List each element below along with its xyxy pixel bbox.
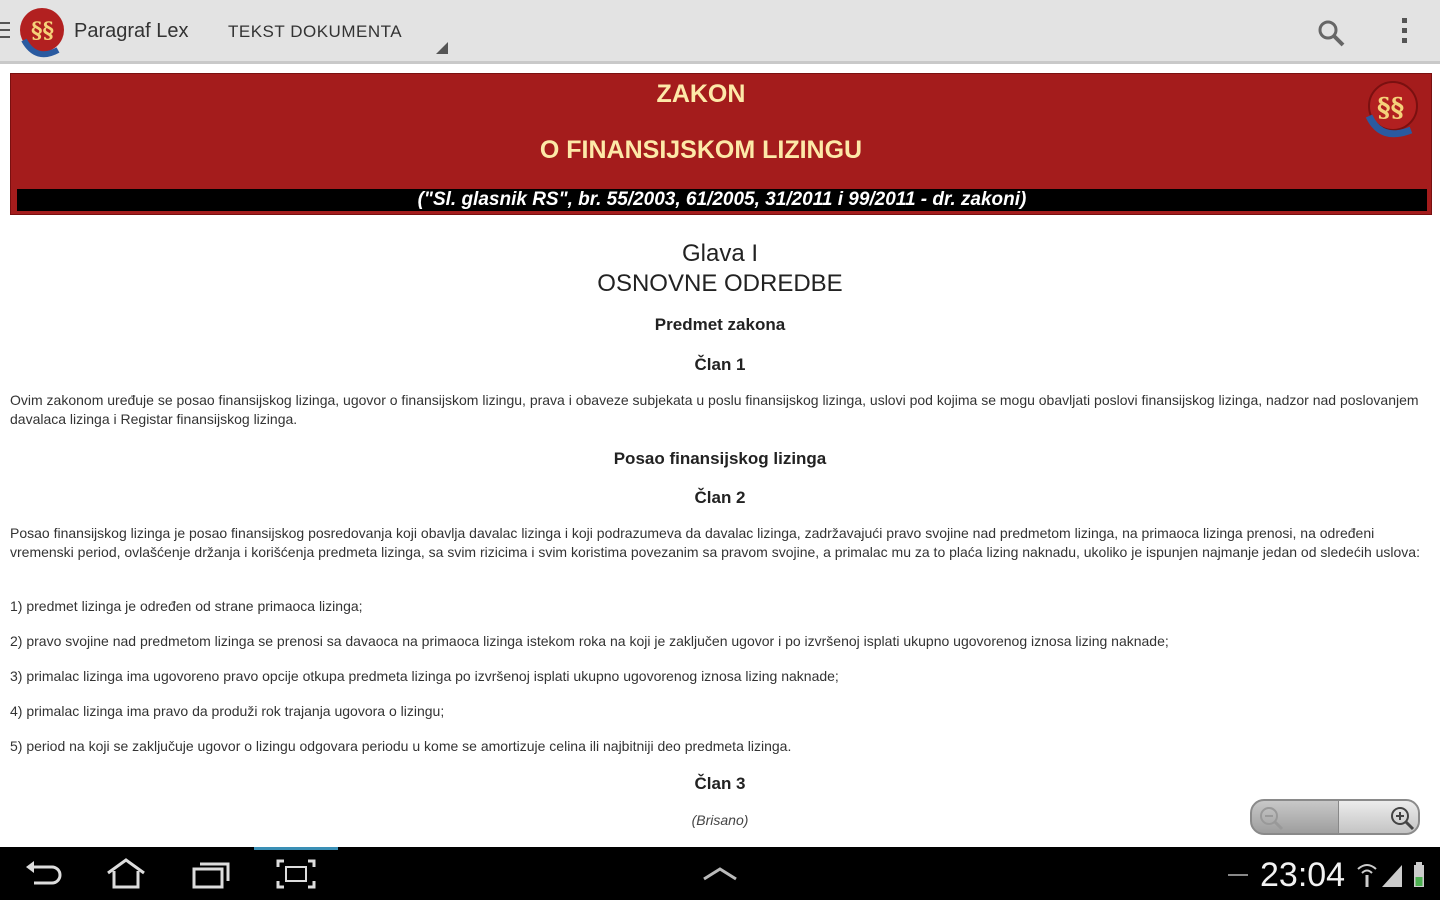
- svg-text:§§: §§: [1377, 93, 1405, 123]
- section-heading: Posao finansijskog lizinga: [613, 449, 827, 468]
- chapter-title: OSNOVNE ODREDBE: [597, 270, 843, 297]
- app-logo-icon[interactable]: [14, 4, 70, 60]
- screenshot-icon[interactable]: [274, 857, 318, 891]
- recent-apps-icon[interactable]: [188, 857, 232, 891]
- chapter-number: Glava I: [681, 240, 759, 267]
- app-title: Paragraf Lex: [74, 20, 189, 42]
- zoom-in-button[interactable]: [1338, 801, 1419, 833]
- zoom-in-icon: [1389, 805, 1415, 831]
- gazette-reference: ("Sl. glasnik RS", br. 55/2003, 61/2005, 31/2011 i 99/2011 - dr. zakoni): [17, 189, 1427, 211]
- article-heading: Član 3: [694, 774, 746, 793]
- battery-icon: [1414, 862, 1424, 887]
- law-banner: [10, 73, 1432, 215]
- menu-icon[interactable]: [0, 22, 12, 40]
- clock[interactable]: 23:04: [1260, 856, 1346, 894]
- zoom-controls: [1250, 799, 1420, 835]
- system-navigation-bar: [0, 847, 1440, 900]
- overflow-menu-icon[interactable]: [1398, 18, 1410, 48]
- document-view-spinner[interactable]: TEKST DOKUMENTA: [228, 22, 403, 41]
- home-icon[interactable]: [104, 857, 148, 891]
- wifi-icon: [1358, 865, 1376, 887]
- section-heading: Predmet zakona: [654, 315, 786, 334]
- article-paragraph: (Brisano): [691, 812, 749, 828]
- list-item: 4) primalac lizinga ima pravo da produži rok trajanja ugovora o lizingu;: [10, 703, 445, 719]
- article-heading: Član 1: [694, 355, 746, 374]
- action-bar: [0, 0, 1440, 64]
- signal-icon: [1382, 865, 1402, 887]
- status-icons[interactable]: [1356, 859, 1436, 889]
- back-icon[interactable]: [22, 857, 66, 891]
- up-arrow-icon[interactable]: [698, 857, 742, 891]
- list-item: 3) primalac lizinga ima ugovoreno pravo opcije otkupa predmeta lizinga po izvršenoj isplati ukupno ugovorenog iznosa lizing naknade;: [10, 668, 839, 684]
- paragraf-logo-icon: [1355, 76, 1425, 146]
- spinner-dropdown-icon[interactable]: [436, 42, 448, 54]
- notification-dash: [1228, 874, 1248, 876]
- article-paragraph: Ovim zakonom uređuje se posao finansijskog lizinga, ugovor o finansijskom lizingu, prava i obaveze subjekata u poslu finansijskog lizinga, uslovi pod kojima se mogu obavljati poslovi finansijskog lizinga, nadzor nad poslovanjem davalaca lizinga i Registar finansijskog lizinga.: [10, 392, 1419, 427]
- article-paragraph: Posao finansijskog lizinga je posao finansijskog posredovanja koji obavlja davalac lizinga i koji podrazumeva da davalac lizinga, zadržavajući pravo svojine nad predmetom lizinga, na primaoca lizinga prenosi, na određeni vremenski period, ovlašćenje držanja i korišćenja predmeta lizinga, sa svim rizicima i svim koristima povezanim sa pravom svojine, a primalac mu za to plaća lizing naknadu, ukoliko je ispunjen najmanje jedan od sledećih uslova:: [10, 525, 1420, 560]
- svg-text:§§: §§: [31, 18, 55, 44]
- zoom-out-icon: [1258, 805, 1284, 831]
- article-heading: Član 2: [694, 488, 746, 507]
- list-item: 2) pravo svojine nad predmetom lizinga se prenosi sa davaoca na primaoca lizinga istekom roka na koji je zaključen ugovor i po izvršenoj isplati ukupno ugovorenog iznosa lizing naknade;: [10, 633, 1169, 649]
- zoom-out-button[interactable]: [1252, 801, 1336, 833]
- active-indicator: [254, 847, 338, 850]
- search-icon[interactable]: [1316, 18, 1346, 48]
- document-content[interactable]: [0, 64, 1440, 847]
- list-item: 1) predmet lizinga je određen od strane primaoca lizinga;: [10, 598, 363, 614]
- banner-title: ZAKON: [656, 80, 746, 108]
- list-item: 5) period na koji se zaključuje ugovor o lizingu odgovara periodu u kome se amortizuje celina ili najbitniji deo predmeta lizinga.: [10, 738, 792, 754]
- banner-subtitle: O FINANSIJSKOM LIZINGU: [539, 136, 863, 164]
